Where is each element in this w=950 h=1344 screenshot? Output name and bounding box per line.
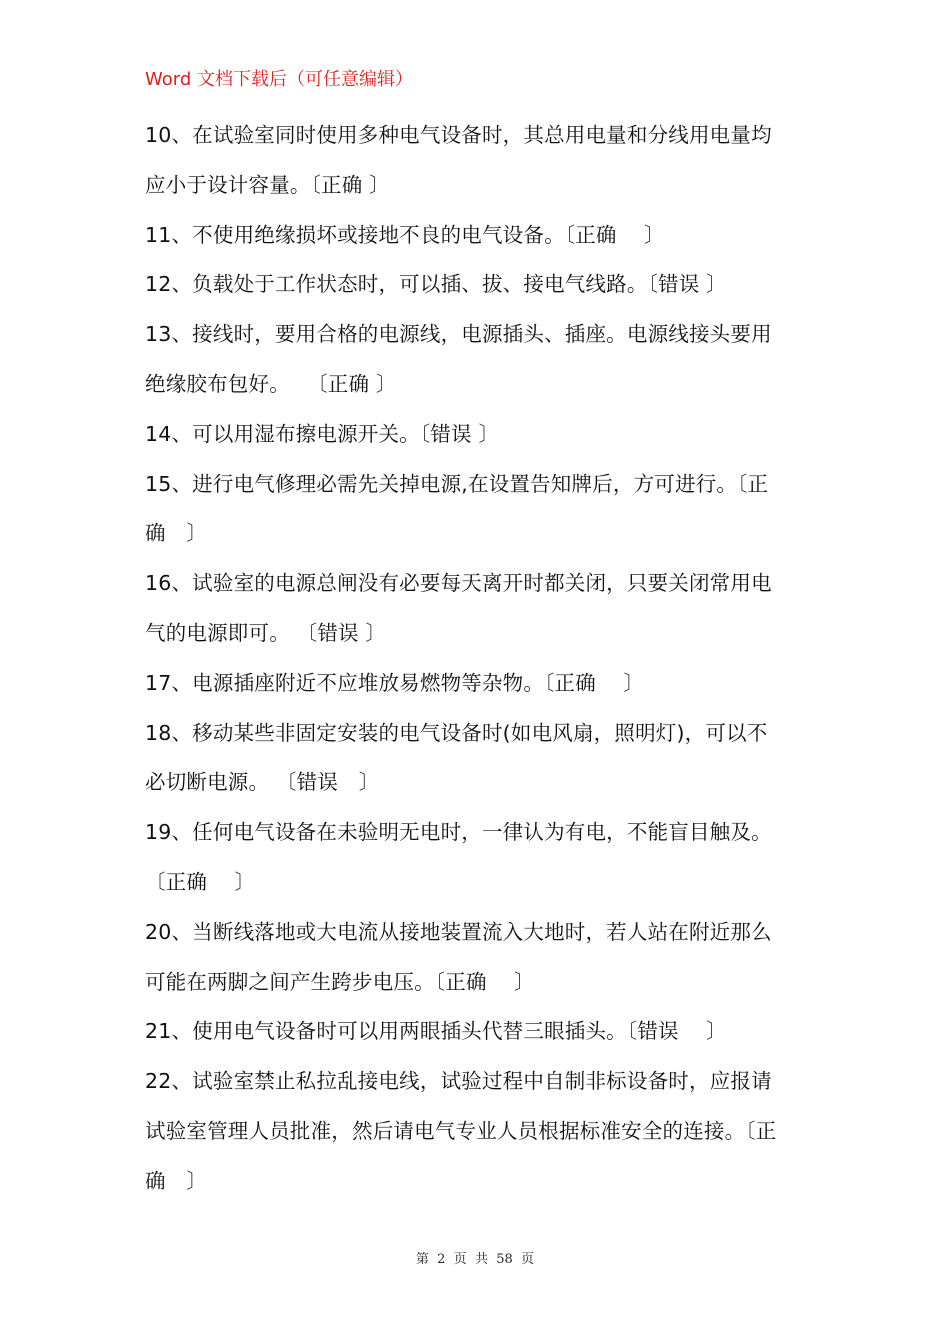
text-line: 12、负载处于工作状态时，可以插、拔、接电气线路。〔错误 〕: [145, 272, 727, 297]
text-line: 14、可以用湿布擦电源开关。〔错误 〕: [145, 421, 500, 446]
text-line: 16、试验室的电源总闸没有必要每天离开时都关闭，只要关闭常用电: [145, 571, 772, 596]
text-line: 绝缘胶布包好。 〔正确 〕: [145, 371, 397, 396]
text-line: 应小于设计容量。〔正确 〕: [145, 172, 390, 197]
text-line: 15、进行电气修理必需先关掉电源,在设置告知牌后，方可进行。〔正: [145, 471, 769, 496]
text-line: 11、不使用绝缘损坏或接地不良的电气设备。〔正确 〕: [145, 222, 665, 247]
text-line: 〔正确 〕: [145, 869, 256, 894]
document-body: [145, 111, 810, 1207]
text-line: 气的电源即可。 〔错误 〕: [145, 620, 387, 645]
text-line: 19、任何电气设备在未验明无电时，一律认为有电，不能盲目触及。: [145, 820, 772, 845]
text-line: 22、试验室禁止私拉乱接电线，试验过程中自制非标设备时，应报请: [145, 1069, 772, 1094]
page-footer: 第 2 页 共 58 页: [415, 1252, 535, 1267]
text-line: 确 〕: [145, 1168, 208, 1193]
text-line: 确 〕: [145, 521, 208, 546]
text-line: 17、电源插座附近不应堆放易燃物等杂物。〔正确 〕: [145, 670, 645, 695]
text-line: 21、使用电气设备时可以用两眼插头代替三眼插头。〔错误 〕: [145, 1019, 727, 1044]
text-line: 10、在试验室同时使用多种电气设备时，其总用电量和分线用电量均: [145, 123, 772, 147]
text-line: 必切断电源。 〔错误 〕: [145, 770, 380, 795]
text-line: 试验室管理人员批准，然后请电气专业人员根据标准安全的连接。〔正: [145, 1118, 777, 1143]
text-line: 可能在两脚之间产生跨步电压。〔正确 〕: [145, 969, 535, 994]
text-line: 13、接线时，要用合格的电源线，电源插头、插座。电源线接头要用: [145, 322, 772, 347]
text-line: 18、移动某些非固定安装的电气设备时(如电风扇，照明灯)，可以不: [145, 720, 768, 745]
document-header: Word 文档下载后（可任意编辑）: [145, 69, 413, 90]
text-line: 20、当断线落地或大电流从接地装置流入大地时，若人站在附近那么: [145, 919, 772, 944]
